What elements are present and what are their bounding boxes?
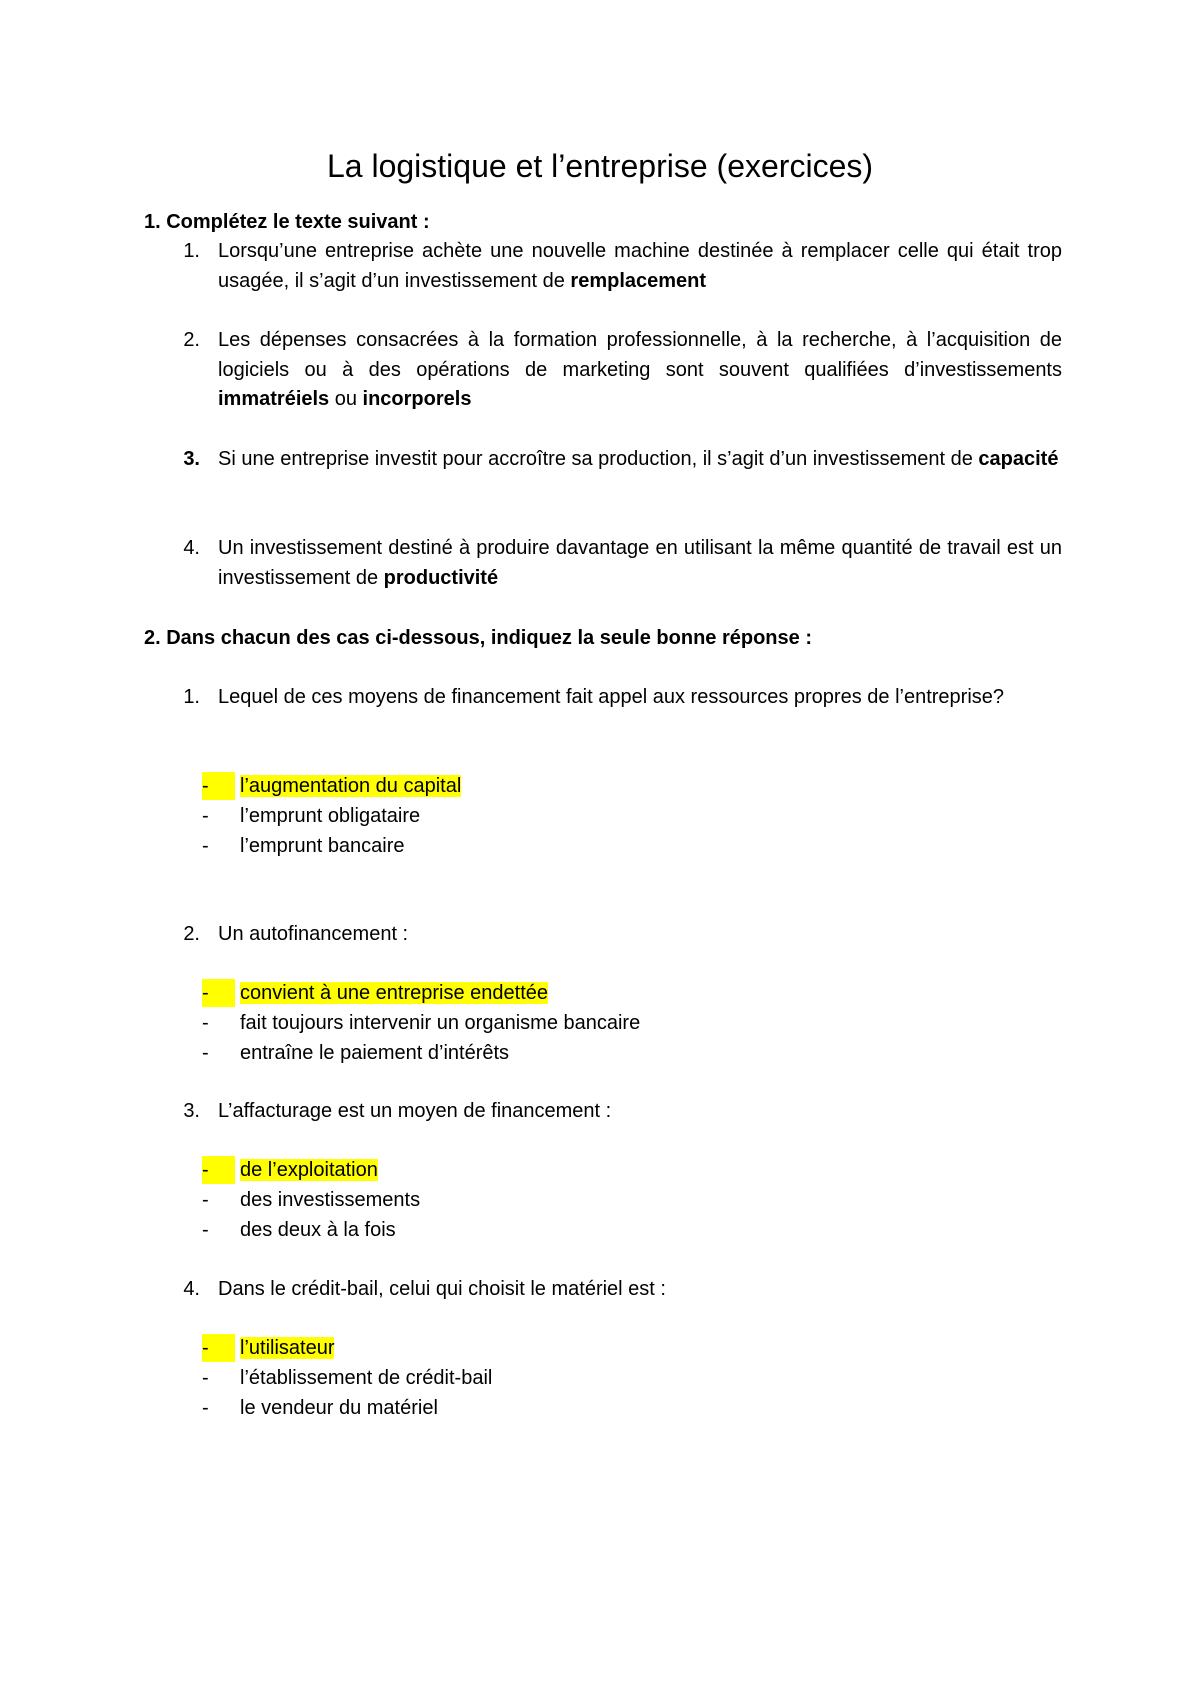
item-answer: immatréiels [218, 388, 330, 410]
item-answer: capacité [978, 448, 1059, 470]
item-answer: remplacement [570, 269, 707, 292]
fill-in-item [218, 326, 1062, 415]
item-text: ou [329, 388, 363, 410]
option-correct: l’utilisateur [240, 1337, 335, 1359]
option: l’établissement de crédit-bail [240, 1367, 493, 1389]
option-dash: - [202, 835, 209, 857]
question-number: 4. [183, 1278, 200, 1300]
question-number: 1. [183, 686, 200, 708]
option-dash: - [202, 805, 209, 827]
section1-heading: 1. Complétez le texte suivant : [144, 211, 430, 233]
item-text: Lorsqu’une entreprise achète une nouvelle machine destinée à remplacer celle qui était trop usagée, il s’agit d’un investissement de [218, 240, 1062, 292]
option-correct: convient à une entreprise endettée [240, 982, 548, 1004]
option: l’emprunt bancaire [240, 835, 405, 857]
option: fait toujours intervenir un organisme bancaire [240, 1012, 641, 1034]
fill-in-item [218, 445, 1062, 475]
question-text: Un autofinancement : [218, 923, 409, 945]
item-text: Les dépenses consacrées à la formation professionnelle, à la recherche, à l’acquisition de logiciels ou à des opérations de marketing sont souvent qualifiées d’investissements [218, 329, 1062, 381]
option-dash: - [202, 1334, 235, 1362]
option-dash: - [202, 1397, 209, 1419]
question-text: Dans le crédit-bail, celui qui choisit le matériel est : [218, 1278, 666, 1300]
question-number: 3. [183, 1100, 200, 1122]
option-dash: - [202, 772, 235, 800]
option: des investissements [240, 1189, 421, 1211]
question-number: 2. [183, 923, 200, 945]
option-correct: de l’exploitation [240, 1159, 378, 1181]
item-number: 4. [183, 537, 200, 559]
question-text: Lequel de ces moyens de financement fait appel aux ressources propres de l’entreprise? [218, 686, 1005, 708]
option-dash: - [202, 979, 235, 1007]
option-dash: - [202, 1367, 209, 1389]
option: des deux à la fois [240, 1219, 396, 1241]
item-text: Si une entreprise investit pour accroître sa production, il s’agit d’un investissement de [218, 448, 979, 470]
section2-heading: 2. Dans chacun des cas ci-dessous, indiquez la seule bonne réponse : [144, 627, 812, 649]
item-number: 2. [183, 329, 200, 351]
question-text: L’affacturage est un moyen de financement : [218, 1100, 612, 1122]
option: le vendeur du matériel [240, 1397, 438, 1419]
item-number: 1. [183, 240, 200, 262]
item-text: Un investissement destiné à produire davantage en utilisant la même quantité de travail est un investissement de [218, 537, 1062, 589]
option: l’emprunt obligataire [240, 805, 421, 827]
option-dash: - [202, 1156, 235, 1184]
item-answer: incorporels [362, 388, 472, 410]
option-correct: l’augmentation du capital [240, 775, 462, 797]
fill-in-item [218, 534, 1062, 593]
option-dash: - [202, 1012, 209, 1034]
option-dash: - [202, 1219, 209, 1241]
option-dash: - [202, 1189, 209, 1211]
document-title: La logistique et l’entreprise (exercices) [326, 148, 874, 184]
fill-in-item [218, 237, 1062, 296]
item-answer: productivité [383, 566, 499, 589]
option-dash: - [202, 1042, 209, 1064]
option: entraîne le paiement d’intérêts [240, 1042, 510, 1064]
item-number: 3. [183, 448, 200, 470]
